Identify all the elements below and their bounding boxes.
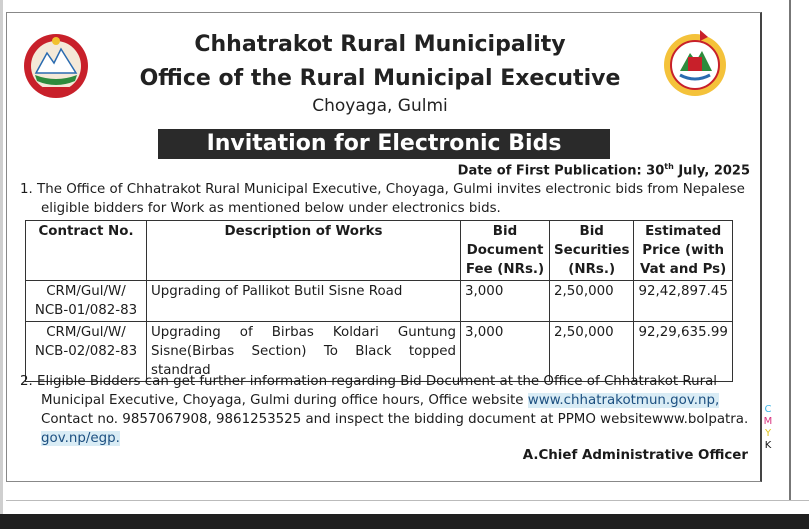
cell-contract: CRM/Gul/W/ NCB-01/082-83 <box>26 281 147 322</box>
cmyk-c: C <box>764 404 772 415</box>
paragraph-number: 2. <box>20 374 33 389</box>
header-fee: Bid Document Fee (NRs.) <box>461 221 550 281</box>
header-contract: Contract No. <box>26 221 147 281</box>
paragraph-line: Municipal Executive, Choyaga, Gulmi during office hours, Office website www.chhatrakotmun.gov.np, <box>41 393 720 408</box>
paragraph-line: Contact no. 9857067908, 9861253525 and inspect the bidding document at PPMO websitewww.bolpatra. <box>41 412 749 427</box>
egp-link[interactable]: gov.np/egp. <box>41 431 120 446</box>
right-rule <box>789 0 791 500</box>
header-estimate: Estimated Price (with Vat and Ps) <box>634 221 732 281</box>
cell-fee: 3,000 <box>461 322 550 382</box>
cmyk-y: Y <box>764 428 772 439</box>
header-description: Description of Works <box>147 221 461 281</box>
paragraph-invitation <box>20 180 755 218</box>
cell-estimate: 92,42,897.45 <box>634 281 732 322</box>
paragraph-information <box>20 372 755 448</box>
cell-securities: 2,50,000 <box>550 322 634 382</box>
cell-securities: 2,50,000 <box>550 281 634 322</box>
paragraph-line: eligible bidders for Work as mentioned below under electronics bids. <box>41 201 501 216</box>
location-subtitle: Choyaga, Gulmi <box>312 96 448 116</box>
paragraph-line <box>20 429 755 448</box>
cmyk-k: K <box>764 440 772 451</box>
office-title: Office of the Rural Municipal Executive <box>139 66 621 91</box>
cmyk-registration-marks <box>762 404 774 452</box>
paragraph-line: The Office of Chhatrakot Rural Municipal Executive, Choyaga, Gulmi invites electronic bids from Nepalese <box>37 182 745 197</box>
cell-fee: 3,000 <box>461 281 550 322</box>
cell-description: Upgrading of Birbas Koldari Guntung Sisne(Birbas Section) To Black topped standrad <box>147 322 461 382</box>
paragraph-line: Eligible Bidders can get further information regarding Bid Document at the Office of Chhatrakot Rural <box>37 374 718 389</box>
left-edge <box>0 0 3 529</box>
notice-banner: Invitation for Electronic Bids <box>158 129 610 159</box>
publication-date: Date of First Publication: 30th July, 2025 <box>457 162 750 179</box>
cmyk-m: M <box>763 416 773 427</box>
table-header-row <box>26 221 733 281</box>
bottom-divider <box>6 500 809 501</box>
cell-contract: CRM/Gul/W/ NCB-02/082-83 <box>26 322 147 382</box>
cell-description: Upgrading of Pallikot Butil Sisne Road <box>147 281 461 322</box>
nepal-emblem-logo <box>21 31 91 101</box>
municipality-seal-logo <box>660 27 730 97</box>
header-securities: Bid Securities (NRs.) <box>550 221 634 281</box>
bids-table <box>25 220 733 382</box>
website-link[interactable]: www.chhatrakotmun.gov.np, <box>527 393 720 408</box>
cell-estimate: 92,29,635.99 <box>634 322 732 382</box>
bottom-bar <box>0 514 809 529</box>
table-row <box>26 281 733 322</box>
paragraph-number: 1. <box>20 182 33 197</box>
signature-line: A.Chief Administrative Officer <box>522 448 748 463</box>
municipality-title: Chhatrakot Rural Municipality <box>194 32 566 57</box>
